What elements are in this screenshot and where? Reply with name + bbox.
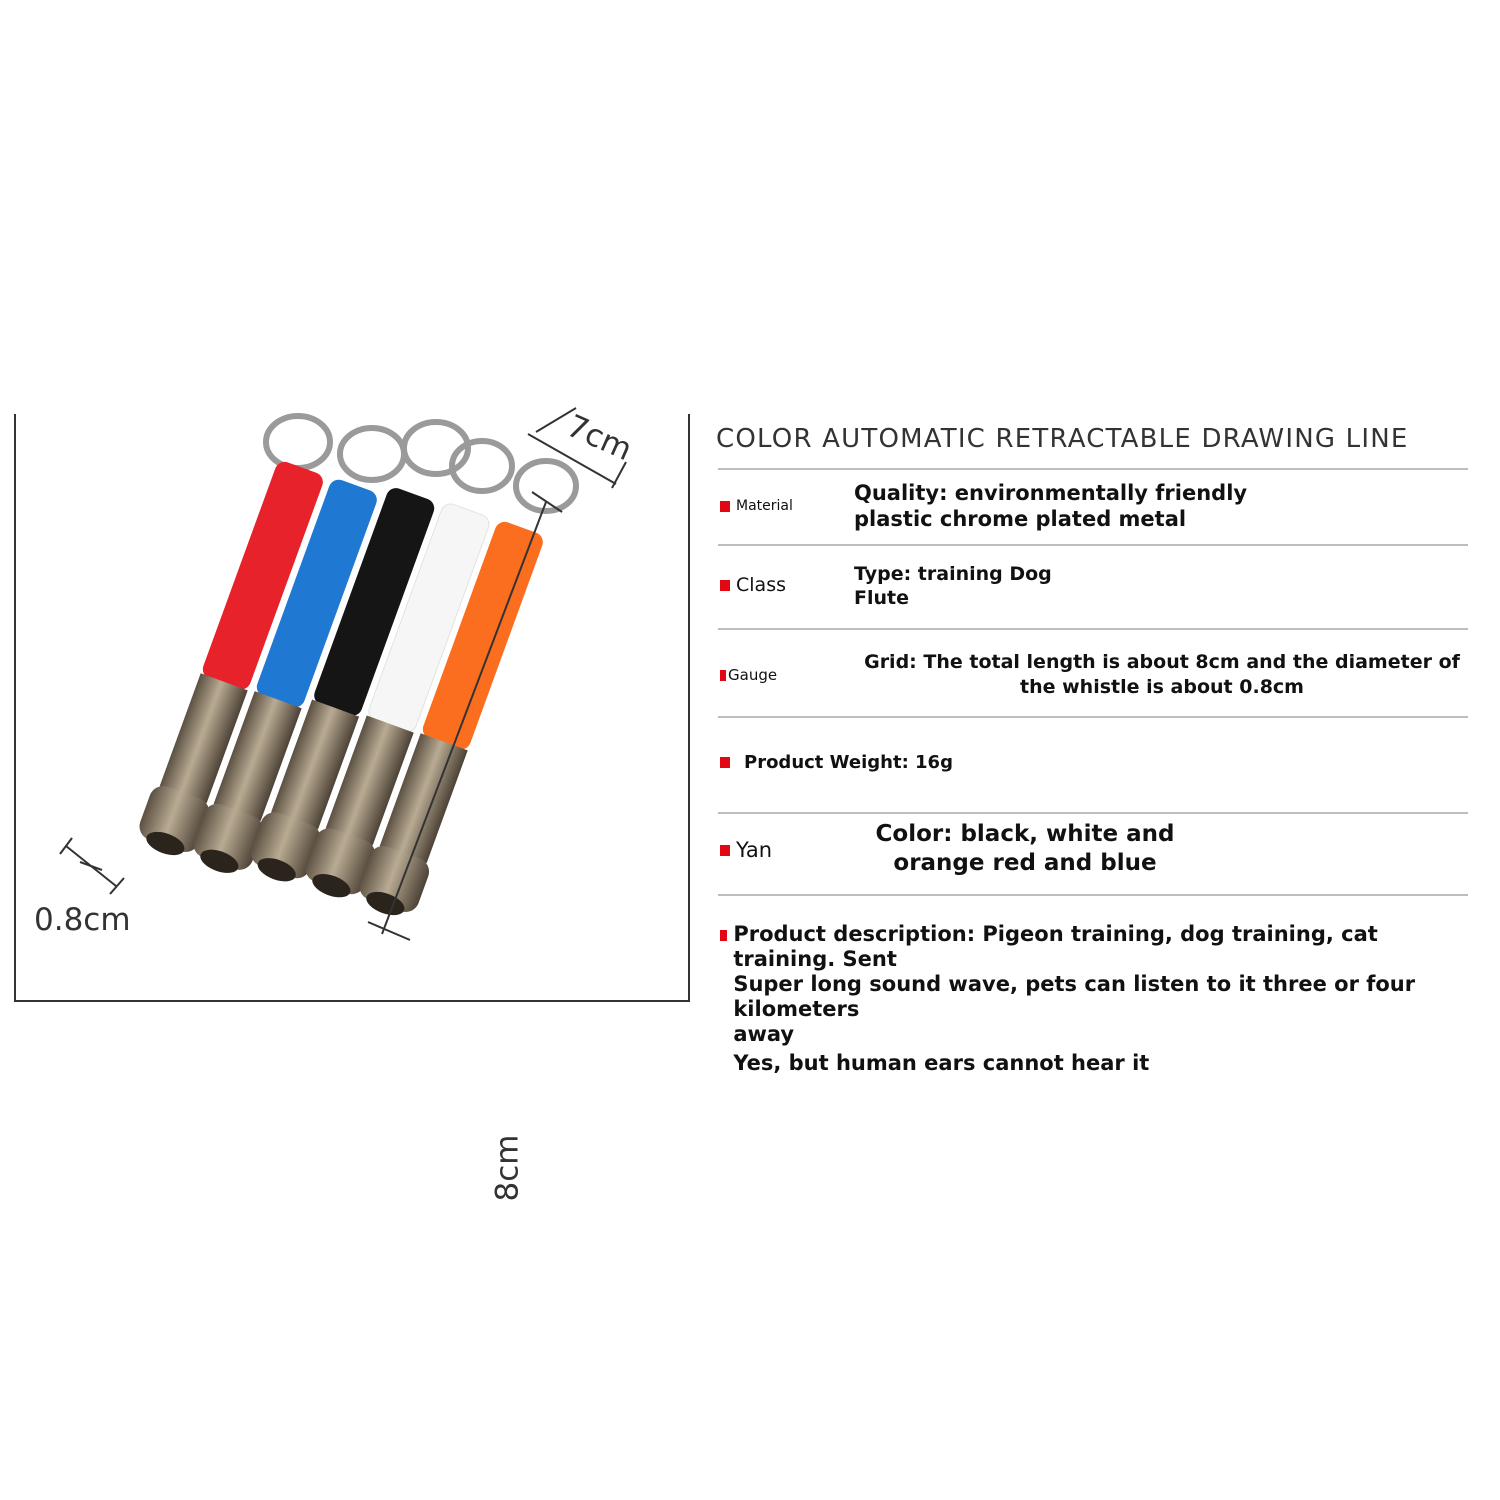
divider (718, 894, 1468, 896)
divider (718, 812, 1468, 814)
dimension-length-label: 8cm (489, 1134, 526, 1202)
spec-row-material-value (854, 480, 1247, 532)
spec-row-material-label (720, 498, 793, 514)
spec-row-gauge-value (862, 650, 1462, 700)
spec-value-line: Flute (854, 587, 909, 609)
spec-value-line: Product Weight: 16g (744, 752, 953, 773)
spec-value-line: Grid: The total length is about 8cm and the diameter of (864, 651, 1460, 673)
bullet-icon (720, 845, 730, 856)
spec-row-class-value (854, 562, 1052, 610)
divider (718, 544, 1468, 546)
bullet-icon (720, 580, 730, 591)
spec-value-line: the whistle is about 0.8cm (1020, 676, 1304, 698)
ring-blue (340, 428, 404, 480)
divider (718, 716, 1468, 718)
spec-value-line: Color: black, white and (875, 821, 1175, 847)
spec-label: Class (736, 574, 786, 596)
spec-row-color-value (862, 820, 1188, 878)
bullet-icon (720, 670, 726, 681)
specs-title: COLOR AUTOMATIC RETRACTABLE DRAWING LINE (716, 424, 1409, 454)
product-description (720, 922, 1480, 1076)
spec-value-line: Type: training Dog (854, 563, 1052, 585)
spec-label: Gauge (728, 666, 778, 684)
spec-value-line: plastic chrome plated metal (854, 507, 1187, 531)
bullet-icon (720, 501, 730, 512)
description-line: Yes, but human ears cannot hear it (733, 1051, 1150, 1075)
spec-row-weight (720, 752, 953, 773)
ring-red (266, 416, 330, 468)
bullet-icon (720, 757, 730, 768)
description-line: Product description: Pigeon training, dog training, cat training. Sent (733, 922, 1378, 971)
dimension-top-label: 7cm (561, 408, 638, 469)
spec-row-class-label (720, 574, 786, 596)
description-line: Super long sound wave, pets can listen to it three or four kilometers (733, 972, 1416, 1021)
divider (718, 628, 1468, 630)
specs-panel (716, 414, 1468, 1075)
divider (718, 468, 1468, 470)
description-line: away (733, 1022, 795, 1046)
bullet-icon (720, 930, 727, 941)
spec-value-line: orange red and blue (893, 850, 1157, 876)
product-photo (14, 408, 690, 1202)
spec-row-gauge-label (720, 666, 777, 684)
spec-row-color-label (720, 838, 772, 862)
spec-label: Yan (736, 838, 773, 862)
spec-value-line: Quality: environmentally friendly (854, 481, 1248, 505)
spec-label: Material (736, 498, 793, 514)
dimension-diameter-label: 0.8cm (34, 902, 131, 938)
